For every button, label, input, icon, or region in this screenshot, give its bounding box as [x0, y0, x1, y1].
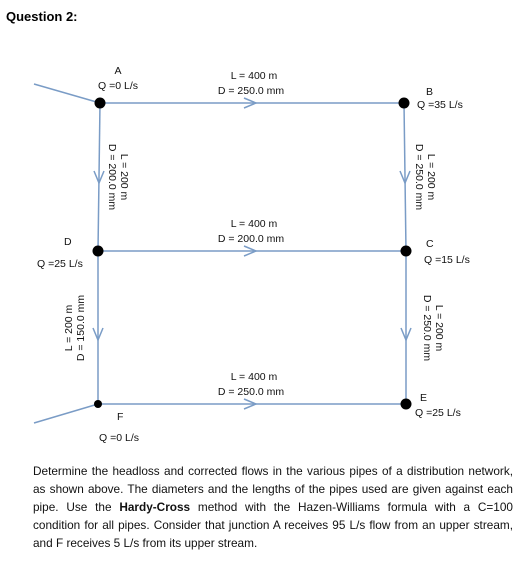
node-c-label: C: [426, 238, 434, 250]
pipe-ad: [98, 103, 100, 251]
pipe-ce-length: L = 200 m: [433, 304, 445, 352]
node-a-flow: Q =0 L/s: [98, 80, 138, 92]
node-b-label: B: [426, 86, 434, 98]
node-d-flow: Q =25 L/s: [37, 258, 83, 270]
node-c: [401, 246, 412, 257]
node-e-flow: Q =25 L/s: [415, 407, 461, 419]
pipe-ab-diameter: D = 250.0 mm: [217, 85, 285, 97]
method-name: Hardy-Cross: [119, 500, 191, 514]
pipe-ad-length: L = 200 m: [118, 153, 130, 201]
pipe-ab-length: L = 400 m: [230, 70, 278, 82]
pipe-df-length: L = 200 m: [63, 304, 75, 352]
question-part1: Determine the headloss and corrected flows in the various pipes of a distribution network, as shown above. The diameters and the lengths of the pipes used are given against each pipe. Use the: [33, 464, 513, 514]
pipe-bc: [404, 103, 406, 251]
node-a: [95, 98, 106, 109]
node-d: [93, 246, 104, 257]
node-b-flow: Q =35 L/s: [417, 99, 463, 111]
inflow-line-a: [34, 84, 100, 103]
node-e: [401, 399, 412, 410]
pipe-fe-diameter: D = 250.0 mm: [217, 386, 285, 398]
pipe-dc-length: L = 400 m: [230, 218, 278, 230]
inflow-line-f: [34, 404, 98, 423]
pipe-ce-diameter: D = 250.0 mm: [421, 294, 433, 362]
question-text: [33, 462, 513, 552]
node-f-label: F: [117, 411, 124, 423]
pipe-ad-diameter: D = 200.0 mm: [106, 143, 118, 211]
question-part2: method with the Hazen-Williams formula with a C=100 condition for all pipes. Consider that junction A receives 95 L/s flow from an upper stream, and F receives 5 L/s from its upper stream.: [33, 500, 513, 550]
node-a-label: A: [114, 65, 122, 77]
question-heading: Question 2:: [6, 9, 78, 24]
pipe-df-diameter: D = 150.0 mm: [75, 294, 87, 362]
node-b: [399, 98, 410, 109]
node-f: [94, 400, 102, 408]
pipe-fe-length: L = 400 m: [230, 371, 278, 383]
node-d-label: D: [64, 236, 72, 248]
node-c-flow: Q =15 L/s: [424, 254, 470, 266]
pipe-dc-diameter: D = 200.0 mm: [217, 233, 285, 245]
node-f-flow: Q =0 L/s: [99, 432, 139, 444]
pipe-bc-diameter: D = 250.0 mm: [413, 143, 425, 211]
node-e-label: E: [420, 392, 428, 404]
pipe-bc-length: L = 200 m: [425, 153, 437, 201]
